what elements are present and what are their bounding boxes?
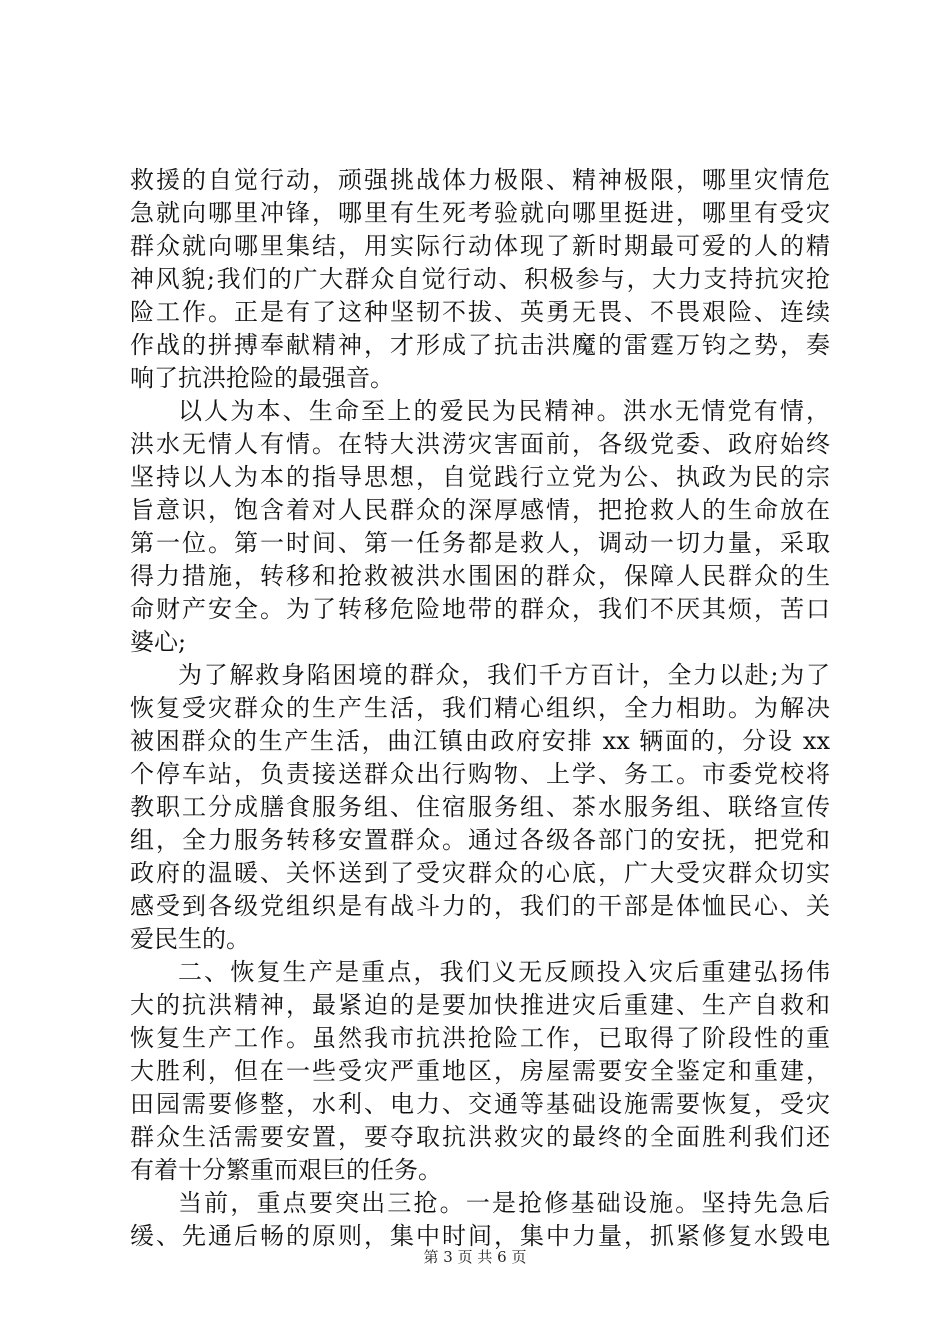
text-line: 田园需要修整，水利、电力、交通等基础设施需要恢复，受灾 [130, 1090, 830, 1118]
text-line: 洪水无情人有情。在特大洪涝灾害面前，各级党委、政府始终 [130, 430, 830, 458]
text-line: 命财产安全。为了转移危险地带的群众，我们不厌其烦，苦口 [130, 595, 830, 623]
text-line: 神风貌;我们的广大群众自觉行动、积极参与，大力支持抗灾抢 [130, 265, 830, 293]
text-line: 险工作。正是有了这种坚韧不拔、英勇无畏、不畏艰险、连续 [130, 298, 830, 326]
text-line: 恢复生产工作。虽然我市抗洪抢险工作，已取得了阶段性的重 [130, 1024, 830, 1052]
text-line: 教职工分成膳食服务组、住宿服务组、茶水服务组、联络宣传 [130, 793, 830, 821]
document-body [130, 164, 830, 1253]
text-line: 救援的自觉行动，顽强挑战体力极限、精神极限，哪里灾情危 [130, 166, 830, 194]
text-line: 群众生活需要安置，要夺取抗洪救灾的最终的全面胜利我们还 [130, 1123, 830, 1151]
text-line: 组，全力服务转移安置群众。通过各级各部门的安抚，把党和 [130, 826, 830, 854]
text-line: 感受到各级党组织是有战斗力的，我们的干部是体恤民心、关 [130, 892, 830, 920]
text-line: 坚持以人为本的指导思想，自觉践行立党为公、执政为民的宗 [130, 463, 830, 491]
text-line: 被困群众的生产生活，曲江镇由政府安排 xx 辆面的，分设 xx [130, 727, 830, 755]
text-line: 响了抗洪抢险的最强音。 [130, 364, 394, 392]
text-line: 大的抗洪精神，最紧迫的是要加快推进灾后重建、生产自救和 [130, 991, 830, 1019]
text-line: 政府的温暖、关怀送到了受灾群众的心底，广大受灾群众切实 [130, 859, 830, 887]
text-line: 缓、先通后畅的原则，集中时间，集中力量，抓紧修复水毁电 [130, 1222, 830, 1250]
text-line: 婆心; [130, 628, 187, 656]
text-line: 得力措施，转移和抢救被洪水围困的群众，保障人民群众的生 [130, 562, 830, 590]
page-footer: 第 3 页 共 6 页 [423, 1248, 527, 1266]
text-line: 第一位。第一时间、第一任务都是救人，调动一切力量，采取 [130, 529, 830, 557]
text-line: 旨意识，饱含着对人民群众的深厚感情，把抢救人的生命放在 [130, 496, 830, 524]
text-line: 群众就向哪里集结，用实际行动体现了新时期最可爱的人的精 [130, 232, 830, 260]
text-line: 个停车站，负责接送群众出行购物、上学、务工。市委党校将 [130, 760, 830, 788]
text-line: 作战的拼搏奉献精神，才形成了抗击洪魔的雷霆万钧之势，奏 [130, 331, 830, 359]
text-line: 为了解救身陷困境的群众，我们千方百计，全力以赴;为了 [178, 661, 830, 689]
text-line: 二、恢复生产是重点，我们义无反顾投入灾后重建弘扬伟 [178, 958, 830, 986]
text-line: 爱民生的。 [130, 925, 250, 953]
text-line: 急就向哪里冲锋，哪里有生死考验就向哪里挺进，哪里有受灾 [130, 199, 830, 227]
text-line: 以人为本、生命至上的爱民为民精神。洪水无情党有情， [178, 397, 830, 425]
text-line: 大胜利，但在一些受灾严重地区，房屋需要安全鉴定和重建， [130, 1057, 830, 1085]
text-line: 有着十分繁重而艰巨的任务。 [130, 1156, 442, 1184]
text-line: 当前，重点要突出三抢。一是抢修基础设施。坚持先急后 [178, 1189, 830, 1217]
text-line: 恢复受灾群众的生产生活，我们精心组织，全力相助。为解决 [130, 694, 830, 722]
